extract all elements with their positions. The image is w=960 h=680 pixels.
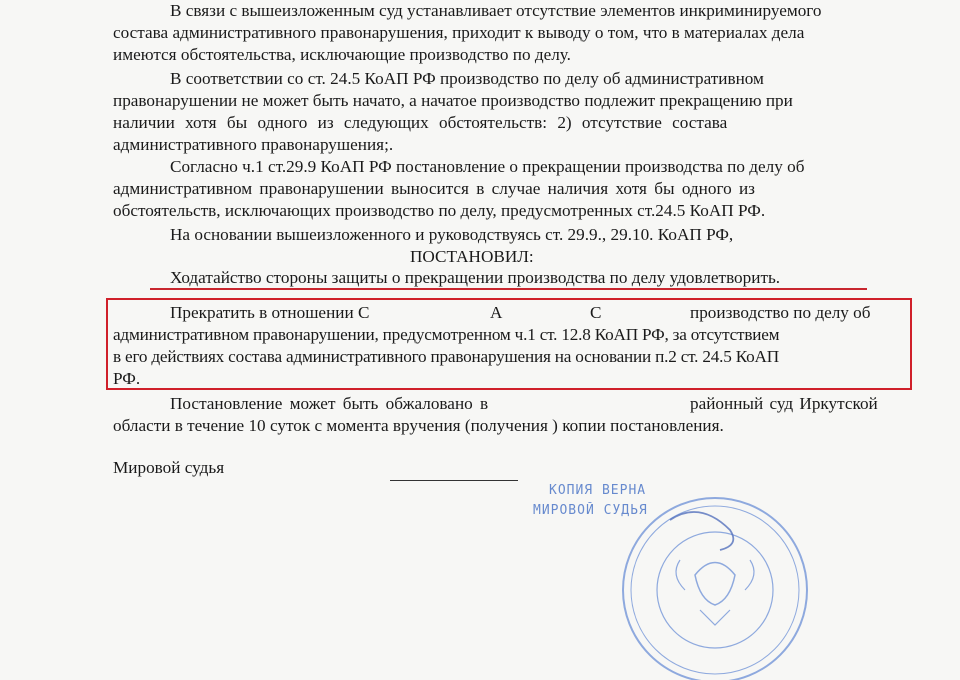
appeal-line-2: области в течение 10 суток с момента вручения (получения ) копии постановления. <box>113 416 724 435</box>
basis-line: На основании вышеизложенного и руководствуясь ст. 29.9., 29.10. КоАП РФ, <box>170 225 734 244</box>
highlight-line-2: административном правонарушении, предусмотренном ч.1 ст. 12.8 КоАП РФ, за отсутствием <box>113 325 780 344</box>
highlight-line-1b: А <box>490 303 503 322</box>
signature-line <box>390 480 518 481</box>
paragraph-line: состава административного правонарушения, приходит к выводу о том, что в материалах дела <box>113 23 805 42</box>
highlight-line-1d: производство по делу об <box>690 303 871 322</box>
highlight-line-1a: Прекратить в отношении С <box>170 303 370 322</box>
paragraph-line: В связи с вышеизложенным суд устанавливает отсутствие элементов инкриминируемого <box>170 1 822 20</box>
paragraph-line: Согласно ч.1 ст.29.9 КоАП РФ постановление о прекращении производства по делу об <box>170 157 805 176</box>
stamp-copy-true: КОПИЯ ВЕРНА <box>549 483 647 498</box>
stamp-judge: МИРОВОЙ СУДЬЯ <box>533 503 648 518</box>
highlight-line-4: РФ. <box>113 369 141 388</box>
appeal-line-1a: Постановление может быть обжаловано в <box>170 394 489 413</box>
red-underline <box>150 288 867 290</box>
paragraph-line: обстоятельств, исключающих производство по делу, предусмотренных ст.24.5 КоАП РФ. <box>113 201 766 220</box>
paragraph-line: наличии хотя бы одного из следующих обстоятельств: 2) отсутствие состава <box>113 113 728 132</box>
paragraph-line: административном правонарушении выносится в случае наличия хотя бы одного из <box>113 179 755 198</box>
paragraph-line: В соответствии со ст. 24.5 КоАП РФ производство по делу об административном <box>170 69 764 88</box>
appeal-line-1b: районный суд Иркутской <box>690 394 878 413</box>
paragraph-line: административного правонарушения;. <box>113 135 394 154</box>
ruling-heading: ПОСТАНОВИЛ: <box>410 247 534 266</box>
highlight-line-3: в его действиях состава административного правонарушения на основании п.2 ст. 24.5 КоАП <box>113 347 779 366</box>
round-seal-image <box>600 480 830 680</box>
signature-label: Мировой судья <box>113 458 225 477</box>
ruling-item-1: Ходатайство стороны защиты о прекращении производства по делу удовлетворить. <box>170 268 781 287</box>
paragraph-line: правонарушении не может быть начато, а начатое производство подлежит прекращению при <box>113 91 793 110</box>
paragraph-line: имеются обстоятельства, исключающие производство по делу. <box>113 45 571 64</box>
highlight-line-1c: С <box>590 303 602 322</box>
